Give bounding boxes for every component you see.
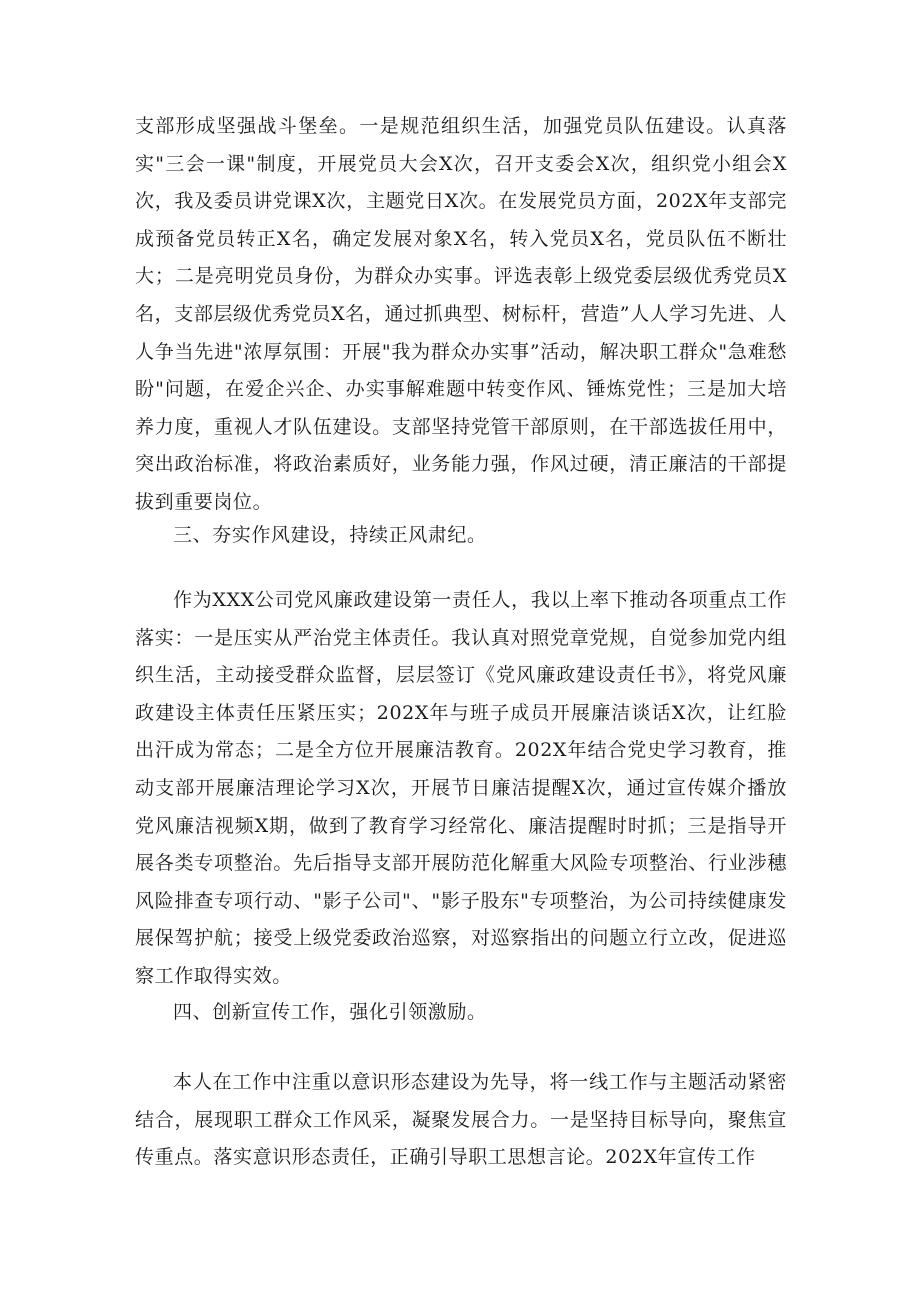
- body-paragraph: 支部形成坚强战斗堡垒。一是规范组织生活，加强党员队伍建设。认真落实"三会一课"制度，开展党员大会X次，召开支委会X次，组织党小组会X次，我及委员讲党课X次，主题党日X次。在发展党员方面，202X年支部完成预备党员转正X名，确定发展对象X名，转入党员X名，党员队伍不断壮大；二是亮明党员身份，为群众办实事。评选表彰上级党委层级优秀党员X名，支部层级优秀党员X名，通过抓典型、树标杆，营造”人人学习先进、人人争当先进"浓厚氛围：开展"我为群众办实事”活动，解决职工群众"急难愁盼"问题，在爱企兴企、办实事解难题中转变作风、锤炼党性；三是加大培养力度，重视人才队伍建设。支部坚持党管干部原则，在干部选拔任用中，突出政治标准，将政治素质好，业务能力强，作风过硬，清正廉洁的干部提拔到重要岗位。: [135, 115, 787, 513]
- body-paragraph: 作为XXX公司党风廉政建设第一责任人，我以上率下推动各项重点工作落实：一是压实从严治党主体责任。我认真对照党章党规，自觉参加党内组织生活，主动接受群众监督，层层签订《党风廉政建设责任书》，将党风廉政建设主体责任压紧压实；202X年与班子成员开展廉洁谈话X次，让红脸出汗成为常态；二是全方位开展廉洁教育。202X年结合党史学习教育，推动支部开展廉洁理论学习X次，开展节日廉洁提醒X次，通过宣传媒介播放党风廉洁视频X期，做到了教育学习经常化、廉洁提醒时时抓；三是指导开展各类专项整治。先后指导支部开展防范化解重大风险专项整治、行业涉穗风险排查专项行动、"影子公司"、"影子股东"专项整治，为公司持续健康发展保驾护航；接受上级党委政治巡察，对巡察指出的问题立行立改，促进巡察工作取得实效。: [135, 589, 787, 987]
- section-heading: 四、创新宣传工作，强化引领激励。: [173, 1001, 487, 1023]
- section-heading: 三、夯实作风建设，持续正风肃纪。: [173, 524, 487, 546]
- body-paragraph: 本人在工作中注重以意识形态建设为先导，将一线工作与主题活动紧密结合，展现职工群众工作风采，凝聚发展合力。一是坚持目标导向，聚焦宣传重点。落实意识形态责任，正确引导职工思想言论。202X年宣传工作: [135, 1071, 787, 1169]
